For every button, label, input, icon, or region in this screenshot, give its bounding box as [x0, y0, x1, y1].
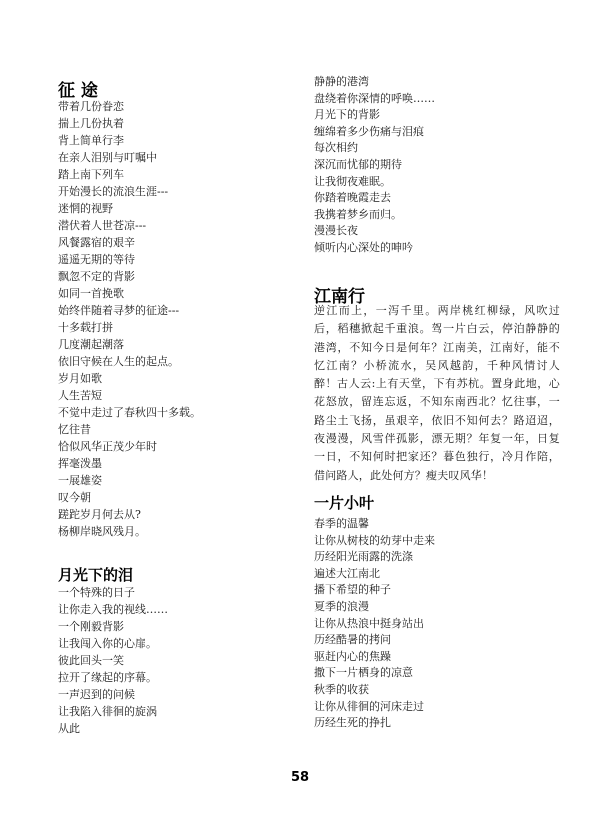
- poem-line: 一展雄姿: [58, 474, 102, 487]
- poem-lines-zhengtu: [58, 98, 201, 540]
- poem-line: 风餐露宿的艰辛: [58, 236, 135, 249]
- poem-line: 从此: [58, 722, 80, 735]
- poem-line: 带着几份眷恋: [58, 100, 124, 113]
- poem-line: 飘忽不定的背影: [58, 270, 135, 283]
- poem-title-yepian: 一片小叶: [314, 494, 375, 512]
- poem-line: 十多载打拼: [58, 321, 113, 334]
- poem-line: 历经阳光雨露的洗涤: [314, 550, 413, 564]
- poem-line: 不觉中走过了春秋四十多载。: [58, 406, 201, 419]
- poem-title-yueguang: 月光下的泪: [58, 566, 134, 584]
- poem-line: 驱赶内心的焦躁: [314, 649, 391, 663]
- poem-line: 夏季的浪漫: [314, 599, 369, 613]
- poem-line: 一声迟到的问候: [58, 688, 135, 701]
- poem-line: 遥遥无期的等待: [58, 253, 135, 266]
- poem-line: 历经酷暑的拷问: [314, 633, 391, 647]
- poem-line: 漫漫长夜: [314, 224, 358, 238]
- poem-line: 始终伴随着寻梦的征途---: [58, 304, 180, 317]
- poem-line: 让我闯入你的心扉。: [58, 637, 157, 650]
- poem-line: 迷惘的视野: [58, 202, 113, 215]
- poem-line: 人生苦短: [58, 389, 102, 402]
- page-number: 58: [290, 770, 310, 785]
- poem-line: 揣上几份执着: [58, 117, 124, 130]
- poem-body-jiangnan: 逆江而上，一泻千里。两岸桃红柳绿，风吹过后，稻穗掀起千重浪。驾一片白云，停泊静静的港湾，不知今日是何年？江南美，江南好，能不忆江南？小桥流水，吴风越韵，千种风情讨人醉！古人云:上有天堂，下有苏杭。置身此地，心花怒放，留连忘返，不知东南西北？忆往事，一路尘土飞扬，虽艰辛，依旧不知何去？路迢迢，夜漫漫，风雪伴孤影，漂无期？年复一年，日复一日，不知何时把家还？暮色独行，冷月作陪，借问路人，此处何方？瘦夫叹风华！: [314, 304, 560, 482]
- poem-line: 依旧守候在人生的起点。: [58, 355, 179, 368]
- poem-line: 春季的温馨: [314, 517, 369, 530]
- poem-line: 挥毫泼墨: [58, 457, 102, 470]
- poem-line: 踏上南下列车: [58, 168, 124, 181]
- poem-line: 倾听内心深处的呻吟: [314, 240, 413, 254]
- poem-line: 如同一首挽歌: [58, 287, 124, 300]
- poem-line: 拉开了缘起的序幕。: [58, 671, 157, 684]
- poem-line: 深沉而忧郁的期待: [314, 157, 402, 171]
- poem-line: 恰似风华正茂少年时: [58, 440, 157, 453]
- poem-line: 在亲人泪别与叮嘱中: [58, 151, 157, 164]
- poem-line: 让你从树枝的幼芽中走来: [314, 533, 435, 547]
- poem-line: 岁月如歌: [58, 372, 102, 385]
- poem-line: 静静的港湾: [314, 75, 369, 88]
- poem-lines-yueguang-left: [58, 584, 168, 737]
- poem-line: 叹今朝: [58, 491, 91, 504]
- poem-line: 忆往昔: [58, 423, 91, 436]
- poem-line: 几度潮起潮落: [58, 338, 124, 351]
- poem-line: 一个特殊的日子: [58, 586, 135, 599]
- poem-line: 播下希望的种子: [314, 583, 391, 597]
- poem-line: 历经生死的挣扎: [314, 716, 391, 730]
- poem-line: 缠绵着多少伤痛与泪痕: [314, 124, 424, 138]
- poem-line: 让你从热浪中挺身站出: [314, 616, 424, 630]
- poem-line: 潜伏着人世苍凉---: [58, 219, 147, 232]
- poem-line: 每次相约: [314, 141, 358, 155]
- poem-line: 让你走入我的视线……: [58, 603, 168, 616]
- poem-line: 杨柳岸晓风残月。: [58, 525, 146, 538]
- poem-lines-yueguang-right: [314, 74, 435, 257]
- poem-line: 蹉跎岁月何去从?: [58, 508, 141, 521]
- poem-line: 一个刚毅背影: [58, 620, 124, 633]
- poem-line: 让你从徘徊的河床走过: [314, 699, 424, 713]
- poem-title-zhengtu: 征 途: [58, 81, 98, 101]
- poem-line: 让我彻夜难眠。: [314, 174, 391, 188]
- poem-line: 让我陷入徘徊的旋涡: [58, 705, 157, 718]
- poem-lines-yepian: [314, 516, 435, 732]
- poem-line: 我携着梦乡而归。: [314, 207, 402, 221]
- poem-line: 秋季的收获: [314, 682, 369, 696]
- poem-line: 撒下一片栖身的凉意: [314, 666, 413, 680]
- poem-line: 背上简单行李: [58, 134, 124, 147]
- poem-line: 遍述大江南北: [314, 566, 380, 580]
- poem-line: 你踏着晚霞走去: [314, 191, 391, 205]
- poem-line: 月光下的背影: [314, 108, 380, 122]
- poem-line: 盘绕着你深情的呼唤……: [314, 91, 435, 105]
- poem-line: 开始漫长的流浪生涯---: [58, 185, 169, 198]
- poem-title-jiangnan: 江南行: [314, 287, 365, 307]
- poem-line: 彼此回头一笑: [58, 654, 124, 667]
